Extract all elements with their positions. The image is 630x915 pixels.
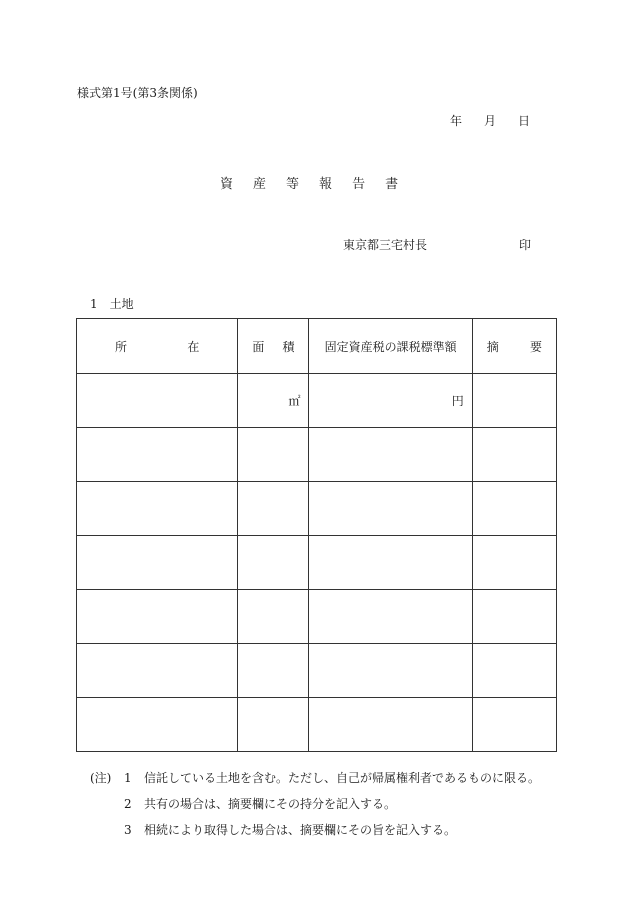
note-number: 3 <box>124 823 132 837</box>
location-cell[interactable] <box>77 428 238 482</box>
tax-value-cell[interactable] <box>309 536 472 590</box>
notes <box>90 765 540 843</box>
tax-value-cell[interactable] <box>309 482 472 536</box>
date-line <box>450 112 530 129</box>
remarks-cell[interactable] <box>472 590 556 644</box>
title-char: 産 <box>253 177 267 192</box>
seal-mark: 印 <box>519 238 532 252</box>
area-cell[interactable] <box>238 698 309 752</box>
location-cell[interactable] <box>77 644 238 698</box>
remarks-cell[interactable] <box>472 698 556 752</box>
title-char: 等 <box>286 177 300 192</box>
table-header-row <box>77 319 557 374</box>
area-cell[interactable] <box>238 536 309 590</box>
notes-label: (注) <box>90 771 112 785</box>
location-cell[interactable] <box>77 482 238 536</box>
tax-value-cell[interactable] <box>309 698 472 752</box>
section-heading: 1 土地 <box>90 297 134 311</box>
area-cell[interactable] <box>238 590 309 644</box>
note-text: 共有の場合は、摘要欄にその持分を記入する。 <box>144 797 397 811</box>
tax-value-cell[interactable] <box>309 374 472 428</box>
remarks-cell[interactable] <box>472 644 556 698</box>
note-item <box>90 791 540 817</box>
remarks-cell[interactable] <box>472 428 556 482</box>
title-char: 報 <box>319 177 333 192</box>
note-text: 信託している土地を含む。ただし、自己が帰属権利者であるものに限る。 <box>144 771 541 785</box>
remarks-cell[interactable] <box>472 482 556 536</box>
value-unit: 円 <box>451 394 464 408</box>
document-title <box>220 173 418 192</box>
tax-value-cell[interactable] <box>309 428 472 482</box>
table-row <box>77 590 557 644</box>
remarks-cell[interactable] <box>472 374 556 428</box>
header-remarks: 摘 要 <box>472 319 556 374</box>
year-label: 年 <box>450 114 463 128</box>
location-cell[interactable] <box>77 536 238 590</box>
note-item <box>90 817 540 843</box>
title-char: 告 <box>352 177 366 192</box>
table-row <box>77 428 557 482</box>
table-row <box>77 698 557 752</box>
area-cell[interactable] <box>238 482 309 536</box>
month-label: 月 <box>484 114 497 128</box>
area-cell[interactable] <box>238 428 309 482</box>
note-number: 2 <box>124 797 132 811</box>
location-cell[interactable] <box>77 374 238 428</box>
note-text: 相続により取得した場合は、摘要欄にその旨を記入する。 <box>144 823 457 837</box>
note-number: 1 <box>124 771 132 785</box>
title-char: 書 <box>385 177 399 192</box>
table-row <box>77 644 557 698</box>
location-cell[interactable] <box>77 590 238 644</box>
land-table <box>76 318 557 752</box>
form-number: 様式第1号(第3条関係) <box>77 86 198 100</box>
header-tax-value: 固定資産税の課税標準額 <box>309 319 472 374</box>
day-label: 日 <box>518 114 531 128</box>
remarks-cell[interactable] <box>472 536 556 590</box>
tax-value-cell[interactable] <box>309 590 472 644</box>
area-unit: ㎡ <box>288 394 301 408</box>
tax-value-cell[interactable] <box>309 644 472 698</box>
location-cell[interactable] <box>77 698 238 752</box>
table-row <box>77 536 557 590</box>
header-location: 所 在 <box>77 319 238 374</box>
area-cell[interactable] <box>238 644 309 698</box>
addressee: 東京都三宅村長 <box>343 238 428 252</box>
header-area: 面 積 <box>238 319 309 374</box>
table-row <box>77 374 557 428</box>
title-char: 資 <box>220 177 234 192</box>
table-row <box>77 482 557 536</box>
area-cell[interactable] <box>238 374 309 428</box>
note-item <box>90 765 540 791</box>
